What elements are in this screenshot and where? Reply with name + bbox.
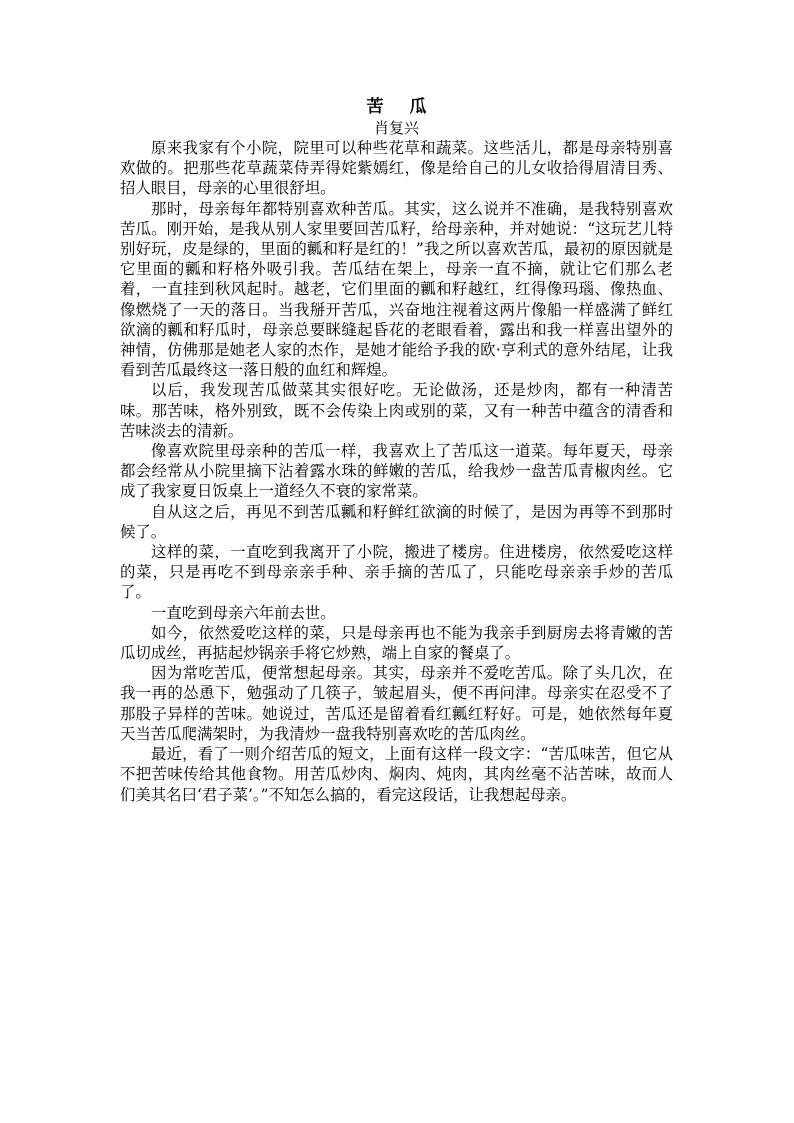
- article-title: 苦 瓜: [366, 97, 437, 117]
- paragraph: 像喜欢院里母亲种的苦瓜一样，我喜欢上了苦瓜这一道菜。每年夏天，母亲都会经常从小院里摘下沾着露水珠的鲜嫩的苦瓜，给我炒一盘苦瓜青椒肉丝。它成了我家夏日饭桌上一道经久不衰的家常菜。: [120, 442, 673, 501]
- paragraph: 如今，依然爱吃这样的菜，只是母亲再也不能为我亲手到厨房去将青嫩的苦瓜切成丝，再掂起炒锅亲手将它炒熟，端上自家的餐桌了。: [120, 623, 673, 663]
- paragraph: 以后，我发现苦瓜做菜其实很好吃。无论做汤，还是炒肉，都有一种清苦味。那苦味，格外别致，既不会传染上肉或别的菜，又有一种苦中蕴含的清香和苦味淡去的清新。: [120, 381, 673, 440]
- paragraph: 最近，看了一则介绍苦瓜的短文，上面有这样一段文字：“苦瓜味苦，但它从不把苦味传给其他食物。用苦瓜炒肉、焖肉、炖肉，其肉丝毫不沾苦味，故而人们美其名曰‘君子菜’。”不知怎么搞的，看完这段话，让我想起母亲。: [120, 745, 673, 804]
- article-author: 肖复兴: [373, 119, 419, 137]
- paragraph: 原来我家有个小院，院里可以种些花草和蔬菜。这些活儿，都是母亲特别喜欢做的。把那些花草蔬菜侍弄得姹紫嫣红，像是给自己的儿女收拾得眉清目秀、招人眼目，母亲的心里很舒坦。: [120, 139, 673, 198]
- article: [120, 96, 673, 805]
- paragraph: 这样的菜，一直吃到我离开了小院，搬进了楼房。住进楼房，依然爱吃这样的菜，只是再吃不到母亲亲手种、亲手摘的苦瓜了，只能吃母亲亲手炒的苦瓜了。: [120, 543, 673, 602]
- paragraph: 自从这之后，再见不到苦瓜瓤和籽鲜红欲滴的时候了，是因为再等不到那时候了。: [120, 502, 673, 541]
- paragraph: 那时，母亲每年都特别喜欢种苦瓜。其实，这么说并不准确，是我特别喜欢苦瓜。刚开始，是我从别人家里要回苦瓜籽，给母亲种，并对她说：“这玩艺儿特别好玩，皮是绿的，里面的瓤和籽是红的！”我之所以喜欢苦瓜，最初的原因就是它里面的瓤和籽格外吸引我。苦瓜结在架上，母亲一直不摘，就让它们那么老着，一直挂到秋风起时。越老，它们里面的瓤和籽越红，红得像玛瑙、像热血、像燃烧了一天的落日。当我掰开苦瓜，兴奋地注视着这两片像船一样盛满了鲜红欲滴的瓤和籽瓜时，母亲总要眯缝起昏花的老眼看着，露出和我一样喜出望外的神情，仿佛那是她老人家的杰作，是她才能给予我的欧·亨利式的意外结尾，让我看到苦瓜最终这一落日般的血红和辉煌。: [120, 199, 673, 380]
- paragraph: 一直吃到母亲六年前去世。: [151, 603, 336, 622]
- paragraph: 因为常吃苦瓜，便常想起母亲。其实，母亲并不爱吃苦瓜。除了头几次，在我一再的怂恿下，勉强动了几筷子，皱起眉头，便不再问津。母亲实在忍受不了那股子异样的苦味。她说过，苦瓜还是留着看红瓤红籽好。可是，她依然每年夏天当苦瓜爬满架时，为我清炒一盘我特别喜欢吃的苦瓜肉丝。: [120, 664, 673, 743]
